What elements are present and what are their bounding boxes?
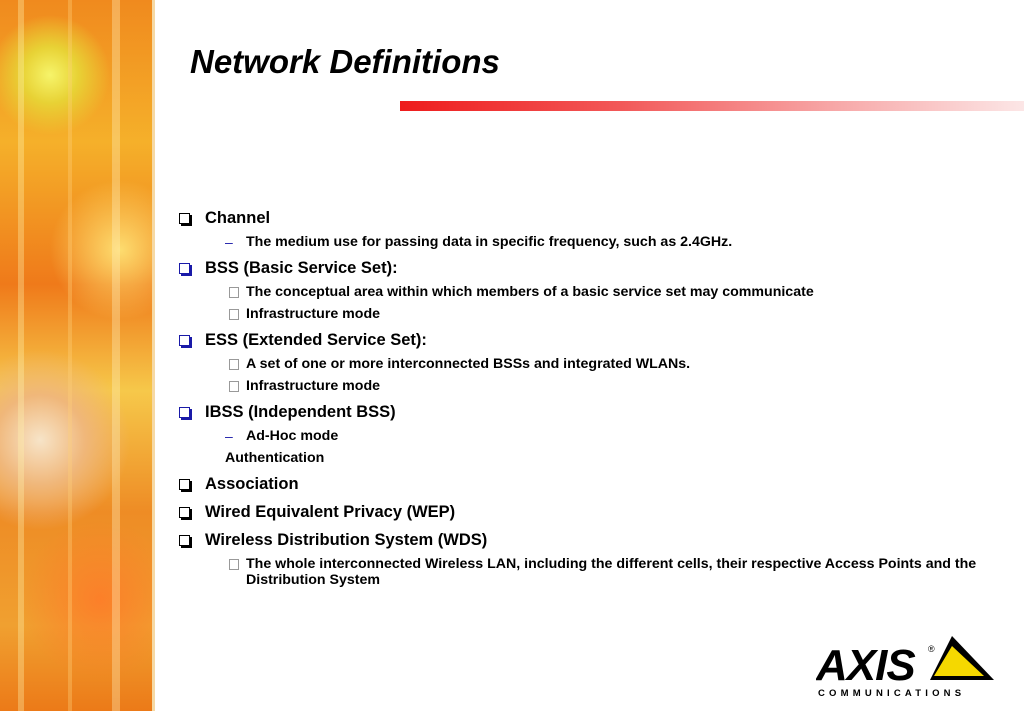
list-item-text: Infrastructure mode xyxy=(246,378,381,394)
list-item xyxy=(176,378,996,394)
list-item xyxy=(176,258,996,278)
list-item-text: The medium use for passing data in specific frequency, such as 2.4GHz. xyxy=(246,234,733,250)
slide-title: Network Definitions xyxy=(190,43,500,80)
square-icon xyxy=(229,559,239,570)
logo-registered-mark: ® xyxy=(928,644,935,654)
checkbox-icon xyxy=(179,407,190,418)
square-icon xyxy=(229,309,239,320)
list-item-text: Ad-Hoc mode xyxy=(246,428,339,444)
banner-edge xyxy=(152,0,155,711)
slide-body xyxy=(176,208,996,588)
title-underline-rule xyxy=(400,101,1024,111)
logo-wordmark: AXIS xyxy=(816,641,915,690)
list-item xyxy=(176,402,996,422)
checkbox-icon xyxy=(179,213,190,224)
checkbox-icon xyxy=(179,335,190,346)
logo-tagline: COMMUNICATIONS xyxy=(818,688,966,699)
square-icon xyxy=(229,359,239,370)
list-item xyxy=(176,450,996,466)
list-item-text: IBSS (Independent BSS) xyxy=(205,403,396,421)
list-item xyxy=(176,428,996,444)
list-item xyxy=(176,330,996,350)
dash-icon: – xyxy=(225,234,233,250)
list-item xyxy=(176,474,996,494)
list-item xyxy=(176,234,996,250)
list-item xyxy=(176,208,996,228)
list-item xyxy=(176,502,996,522)
list-item-text: BSS (Basic Service Set): xyxy=(205,259,398,277)
list-item-text: The conceptual area within which members of a basic service set may communicate xyxy=(246,284,814,300)
list-item-text: Wireless Distribution System (WDS) xyxy=(205,531,488,549)
checkbox-icon xyxy=(179,507,190,518)
axis-communications-logo xyxy=(816,632,996,702)
list-item-text: Wired Equivalent Privacy (WEP) xyxy=(205,503,456,521)
banner-stripe xyxy=(18,0,24,711)
decorative-side-banner xyxy=(0,0,155,711)
list-item-text: Authentication xyxy=(225,450,325,466)
list-item xyxy=(176,284,996,300)
list-item-text: Channel xyxy=(205,209,271,227)
list-item-text: ESS (Extended Service Set): xyxy=(205,331,427,349)
list-item xyxy=(176,356,996,372)
checkbox-icon xyxy=(179,479,190,490)
square-icon xyxy=(229,287,239,298)
list-item xyxy=(176,530,996,550)
list-item-text: A set of one or more interconnected BSSs and integrated WLANs. xyxy=(246,356,691,372)
list-item-text: The whole interconnected Wireless LAN, including the different cells, their respective Access Points and the Distribution System xyxy=(246,556,977,588)
banner-stripe xyxy=(68,0,72,711)
list-item-text: Infrastructure mode xyxy=(246,306,381,322)
list-item xyxy=(176,306,996,322)
banner-stripe xyxy=(112,0,120,711)
checkbox-icon xyxy=(179,535,190,546)
dash-icon: – xyxy=(225,428,233,444)
list-item-text: Association xyxy=(205,475,299,493)
list-item xyxy=(176,556,986,588)
square-icon xyxy=(229,381,239,392)
checkbox-icon xyxy=(179,263,190,274)
